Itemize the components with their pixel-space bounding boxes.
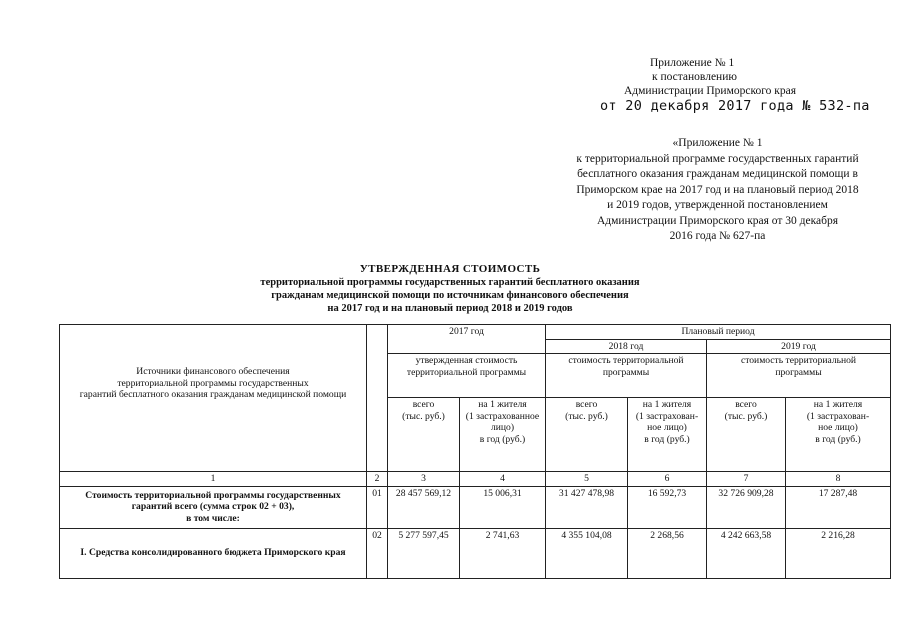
program-cost-header-2019 <box>707 354 891 398</box>
appendix-decree-ref: к постановлению <box>652 71 737 83</box>
year-2018-header: 2018 год <box>546 339 707 354</box>
title-line: территориальной программы государственных гарантий бесплатного оказания <box>260 277 640 288</box>
per-resident-header-2019 <box>786 398 891 472</box>
row-label <box>60 486 367 528</box>
total-unit: (тыс. руб.) <box>402 410 445 422</box>
appendix-number: Приложение № 1 <box>650 57 735 69</box>
previous-appendix-block <box>540 136 895 245</box>
source-header-line: гарантий бесплатного оказания гражданам медицинской помощи <box>79 389 347 400</box>
column-number: 8 <box>786 472 891 487</box>
value-cell: 28 457 569,12 <box>388 486 460 528</box>
row-label <box>60 528 367 578</box>
per-resident-line: (1 застрахован- <box>635 410 699 422</box>
total-header-2019 <box>707 398 786 472</box>
value-cell: 15 006,31 <box>460 486 546 528</box>
total-label: всего <box>412 399 435 410</box>
source-header-line: территориальной программы государственных <box>117 377 309 389</box>
title-line: на 2017 год и на плановый период 2018 и 2019 годов <box>327 303 573 314</box>
program-cost-line: программы <box>775 366 822 378</box>
per-resident-line: в год (руб.) <box>479 433 526 445</box>
value-cell: 17 287,48 <box>786 486 891 528</box>
column-number: 4 <box>460 472 546 487</box>
value-cell: 4 355 104,08 <box>546 528 628 578</box>
per-resident-line: ное лицо) <box>647 422 687 433</box>
previous-appendix-line: «Приложение № 1 <box>672 137 763 149</box>
approved-cost-line: утвержденная стоимость <box>415 355 518 366</box>
per-resident-line: в год (руб.) <box>644 433 690 445</box>
previous-appendix-line: и 2019 годов, утвержденной постановлением <box>607 199 828 211</box>
column-number: 3 <box>388 472 460 487</box>
value-cell: 2 741,63 <box>460 528 546 578</box>
value-cell: 2 216,28 <box>786 528 891 578</box>
column-number: 1 <box>60 472 367 487</box>
column-number: 5 <box>546 472 628 487</box>
table-row <box>60 528 891 578</box>
value-cell: 5 277 597,45 <box>388 528 460 578</box>
column-number: 7 <box>707 472 786 487</box>
total-label: всего <box>735 399 757 410</box>
previous-appendix-line: бесплатного оказания гражданам медицинской помощи в <box>577 168 858 180</box>
previous-appendix-line: Администрации Приморского края от 30 декабря <box>596 214 839 227</box>
program-cost-line: программы <box>602 366 650 378</box>
total-unit: (тыс. руб.) <box>724 410 768 422</box>
value-cell: 31 427 478,98 <box>546 486 628 528</box>
per-resident-header-2017 <box>460 398 546 472</box>
value-cell: 16 592,73 <box>628 486 707 528</box>
document-title <box>210 263 690 315</box>
decree-date-stamp: от 20 декабря 2017 года № 532-па <box>600 98 870 114</box>
value-cell: 32 726 909,28 <box>707 486 786 528</box>
per-resident-line: (1 застрахованное <box>465 410 540 422</box>
code-header <box>367 325 388 472</box>
column-number: 2 <box>367 472 388 487</box>
table-row <box>60 486 891 528</box>
per-resident-line: (1 застрахован- <box>806 410 870 422</box>
per-resident-line: на 1 жителя <box>478 399 527 410</box>
per-resident-line: ное лицо) <box>818 422 858 433</box>
appendix-authority: Администрации Приморского края <box>624 85 796 97</box>
column-number: 6 <box>628 472 707 487</box>
per-resident-header-2018 <box>628 398 707 472</box>
previous-appendix-line: к территориальной программе государственных гарантий <box>576 152 859 165</box>
total-header-2017 <box>388 398 460 472</box>
program-cost-line: стоимость территориальной <box>740 355 857 366</box>
title-main: УТВЕРЖДЕННАЯ СТОИМОСТЬ <box>359 263 541 275</box>
column-number-row <box>60 472 891 487</box>
row-code: 01 <box>367 486 388 528</box>
per-resident-line: в год (руб.) <box>815 433 861 445</box>
planned-period-header: Плановый период <box>546 325 891 340</box>
total-label: всего <box>575 399 598 410</box>
row-label-line: I. Средства консолидированного бюджета Приморского края <box>80 547 346 559</box>
row-label-line: Стоимость территориальной программы государственных <box>85 489 341 501</box>
program-cost-header-2018 <box>546 354 707 398</box>
per-resident-line: на 1 жителя <box>813 399 863 410</box>
total-header-2018 <box>546 398 628 472</box>
approved-cost-line: территориальной программы <box>406 366 527 378</box>
row-label-line: в том числе: <box>186 512 240 524</box>
source-header <box>60 325 367 472</box>
year-2017-header: 2017 год <box>388 325 546 354</box>
value-cell: 4 242 663,58 <box>707 528 786 578</box>
program-cost-line: стоимость территориальной <box>568 355 684 366</box>
appendix-header <box>600 56 900 113</box>
approved-cost-header <box>388 354 546 398</box>
title-line: гражданам медицинской помощи по источникам финансового обеспечения <box>271 290 629 301</box>
previous-appendix-line: 2016 года № 627-па <box>669 230 766 242</box>
row-code: 02 <box>367 528 388 578</box>
cost-table <box>59 324 891 579</box>
row-label-line: гарантий всего (сумма строк 02 + 03), <box>131 501 295 512</box>
per-resident-line: лицо) <box>490 422 515 433</box>
source-header-line: Источники финансового обеспечения <box>136 366 290 377</box>
value-cell: 2 268,56 <box>628 528 707 578</box>
year-2019-header: 2019 год <box>707 339 891 354</box>
total-unit: (тыс. руб.) <box>565 410 608 422</box>
previous-appendix-line: Приморском крае на 2017 год и на плановый период 2018 <box>576 183 859 196</box>
per-resident-line: на 1 жителя <box>642 399 692 410</box>
